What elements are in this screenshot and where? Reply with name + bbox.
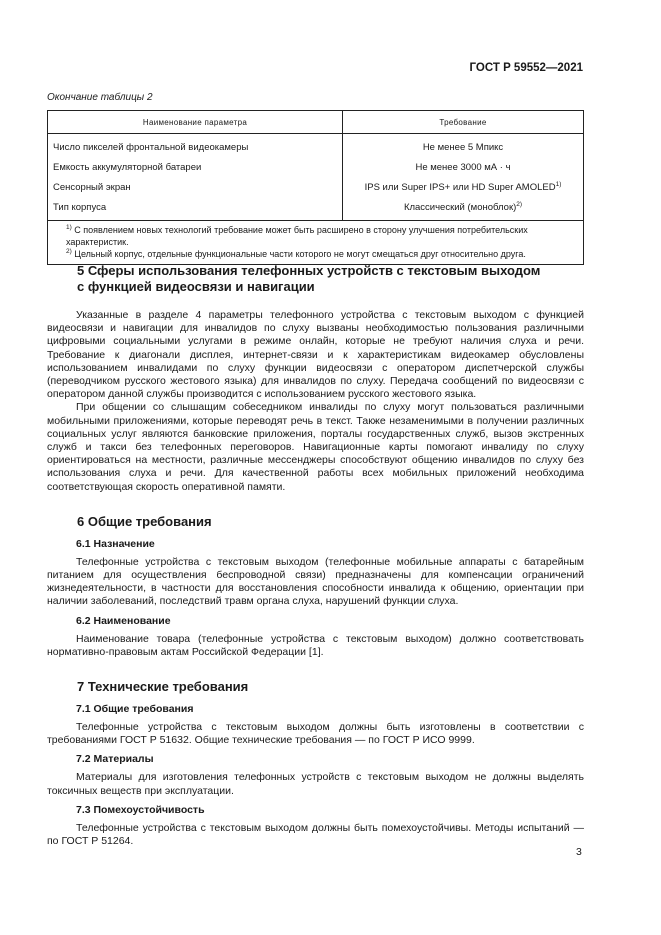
column-header: Наименование параметра bbox=[48, 111, 343, 134]
page-number: 3 bbox=[576, 846, 582, 858]
table-row bbox=[48, 157, 584, 177]
table-caption: Окончание таблицы 2 bbox=[47, 92, 153, 103]
table-note: $^{1)}$ С появлением новых технологий требование может быть расширено в сторону улучшения потребительских характеристик. bbox=[66, 224, 528, 247]
requirements-table bbox=[47, 110, 584, 265]
param-cell: Сенсорный экран bbox=[48, 177, 343, 197]
subsection-heading: 7.3 Помехоустойчивость bbox=[76, 803, 205, 816]
footnote-ref: 2) bbox=[516, 200, 523, 208]
requirement-cell: IPS или Super IPS+ или HD Super AMOLED$^{1)}$ bbox=[343, 177, 584, 197]
subsection-heading: 7.1 Общие требования bbox=[76, 703, 194, 716]
table-header-row bbox=[48, 111, 584, 134]
requirement-cell: Не менее 3000 мА · ч bbox=[343, 157, 584, 177]
subsection-heading: 6.1 Назначение bbox=[76, 537, 155, 550]
paragraph: При общении со слышащим собеседником инвалиды по слуху могут пользоваться различными мобильными приложениями, которые переводят речь в текст. Также незаменимыми в получении различных социальных услуг являются банковские приложения, порталы государственных служб, вызов экстренных служб и такси без телефонных переговоров. Навигационные карты помогают инвалиду по слуху ориентироваться на местности, различные мессенджеры способствуют общению инвалидов по слуху без использования слуха и речи. Для качественной работы всех мобильных приложений необходима соответствующая скорость оперативной памяти. bbox=[47, 401, 584, 493]
requirement-cell: Не менее 5 Мпикс bbox=[343, 134, 584, 158]
param-cell: Тип корпуса bbox=[48, 197, 343, 221]
paragraph: Телефонные устройства с текстовым выходом должны быть помехоустойчивы. Методы испытаний — по ГОСТ Р 51264. bbox=[47, 821, 584, 848]
table-row bbox=[48, 134, 584, 158]
section-7-heading: 7 Технические требования bbox=[77, 679, 249, 695]
table-row bbox=[48, 197, 584, 221]
table-row bbox=[48, 177, 584, 197]
subsection-heading: 6.2 Наименование bbox=[76, 614, 171, 627]
section-6-heading: 6 Общие требования bbox=[77, 513, 212, 529]
paragraph: Телефонные устройства с текстовым выходом должны быть изготовлены в соответствии с требованиями ГОСТ Р 51632. Общие технические требования — по ГОСТ Р ИСО 9999. bbox=[47, 721, 584, 747]
paragraph: Материалы для изготовления телефонных устройств с текстовым выходом не должны выделять токсичных веществ при эксплуатации. bbox=[47, 771, 584, 797]
param-cell: Емкость аккумуляторной батареи bbox=[48, 157, 343, 177]
param-cell: Число пикселей фронтальной видеокамеры bbox=[48, 134, 343, 158]
requirement-cell: Классический (моноблок)$^{2)}$ bbox=[343, 197, 584, 221]
paragraph: Указанные в разделе 4 параметры телефонного устройства с текстовым выходом с функцией видеосвязи и навигации для инвалидов по слуху вызваны необходимостью пользования различными цифровыми социальными услугами в режиме онлайн, которые не требуют наличия слуха и речи. Требование к диагонали дисплея, интернет-связи и к характеристикам видеокамер обусловлены использованием инвалидами по слуху функции видеосвязи с оператором диспетчерской службы (переводчиком русского жестового языка) для инвалидов по слуху. Передача сообщений по видеосвязи с оператором данной службы производится с использованием русского жестового языка. bbox=[47, 309, 584, 401]
table-note: $^{2)}$ Цельный корпус, отдельные функциональные части которого не могут смещаться друг относительно друга. bbox=[66, 248, 526, 259]
footnote-ref: 1) bbox=[555, 180, 562, 188]
paragraph: Наименование товара (телефонные устройства с текстовым выходом) должно соответствовать нормативно-правовым актам Российской Федерации [1]. bbox=[47, 632, 584, 658]
subsection-heading: 7.2 Материалы bbox=[76, 753, 154, 766]
document-body bbox=[47, 263, 584, 848]
table-notes bbox=[48, 221, 584, 265]
document-header: ГОСТ Р 59552—2021 bbox=[469, 62, 583, 74]
column-header: Требование bbox=[343, 111, 584, 134]
table-notes-row bbox=[48, 221, 584, 265]
paragraph: Телефонные устройства с текстовым выходом (телефонные мобильные аппараты с батарейным питанием для осуществления беспроводной связи) предназначены для компенсации ограничений жизнедеятельности, в частности для восстановления способности инвалида к общению, ориентации при наличии заболеваний, последствий травм органа слуха, нарушений функции слуха. bbox=[47, 555, 584, 608]
section-5-heading: 5 Сферы использования телефонных устройств с текстовым выходом с функцией видеосвязи и навигации bbox=[77, 263, 541, 294]
